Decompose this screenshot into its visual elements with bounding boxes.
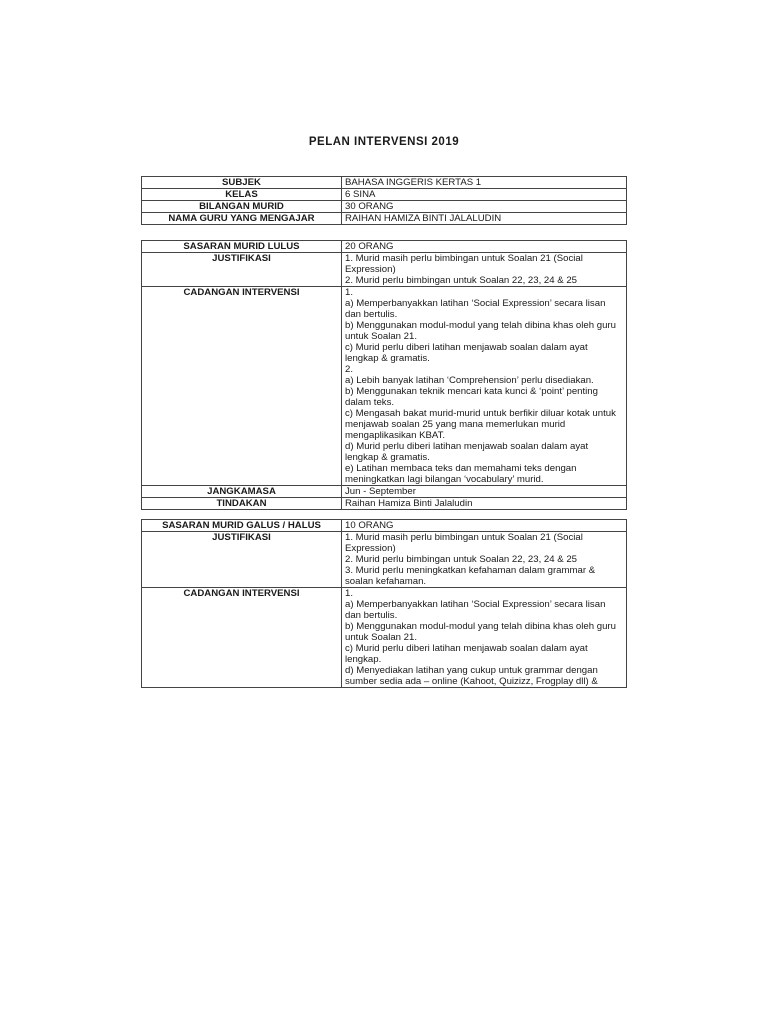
subjek-label: SUBJEK	[142, 177, 342, 189]
justifikasi-label: JUSTIFIKASI	[142, 532, 342, 588]
bilangan-murid-label: BILANGAN MURID	[142, 201, 342, 213]
subjek-value: BAHASA INGGERIS KERTAS 1	[342, 177, 627, 189]
table-row	[142, 532, 627, 588]
cadangan-line: a) Lebih banyak latihan ‘Comprehension’ perlu disediakan.	[345, 375, 594, 386]
page-title: PELAN INTERVENSI 2019	[308, 136, 460, 148]
bilangan-murid-value: 30 ORANG	[342, 201, 627, 213]
cadangan-line: c) Murid perlu diberi latihan menjawab soalan dalam ayat lengkap & gramatis.	[345, 342, 588, 364]
kelas-value: 6 SINA	[342, 189, 627, 201]
cadangan-line: e) Latihan membaca teks dan memahami teks dengan meningkatkan lagi bilangan ‘vocabulary’ murid.	[345, 463, 577, 485]
cadangan-line: 2.	[345, 364, 354, 375]
table-row	[142, 588, 627, 688]
jangkamasa-label: JANGKAMASA	[142, 486, 342, 498]
cadangan-line: d) Murid perlu diberi latihan menjawab soalan dalam ayat lengkap & gramatis.	[345, 441, 589, 463]
sasaran-value: 10 ORANG	[342, 520, 627, 532]
table-row	[142, 498, 627, 510]
table-row	[142, 520, 627, 532]
cadangan-line: c) Murid perlu diberi latihan menjawab soalan dalam ayat lengkap.	[345, 643, 588, 665]
justifikasi-line: 2. Murid perlu bimbingan untuk Soalan 22, 23, 24 & 25	[345, 554, 578, 565]
cadangan-label: CADANGAN INTERVENSI	[142, 588, 342, 688]
cadangan-line: a) Memperbanyakkan latihan ‘Social Expression’ secara lisan dan bertulis.	[345, 599, 606, 621]
table-row	[142, 189, 627, 201]
cadangan-line: c) Mengasah bakat murid-murid untuk berfikir diluar kotak untuk menjawab soalan 25 yang mana memerlukan murid mengaplikasikan KBAT.	[345, 408, 616, 441]
table-row	[142, 201, 627, 213]
justifikasi-line: 1. Murid masih perlu bimbingan untuk Soalan 21 (Social Expression)	[345, 532, 583, 554]
justifikasi-line: 3. Murid perlu meningkatkan kefahaman dalam grammar & soalan kefahaman.	[345, 565, 596, 587]
sasaran-value: 20 ORANG	[342, 241, 627, 253]
intervention-table-lulus	[141, 240, 627, 510]
table-row	[142, 213, 627, 225]
table-row	[142, 287, 627, 486]
cadangan-line: b) Menggunakan modul-modul yang telah dibina khas oleh guru untuk Soalan 21.	[345, 320, 616, 342]
cadangan-line: d) Menyediakan latihan yang cukup untuk grammar dengan sumber sedia ada – online (Kahoot, Quizizz, Frogplay dll) &	[345, 665, 598, 687]
info-table	[141, 176, 627, 225]
justifikasi-value	[342, 532, 627, 588]
cadangan-value	[342, 588, 627, 688]
tindakan-value: Raihan Hamiza Binti Jalaludin	[342, 498, 627, 510]
nama-guru-label: NAMA GURU YANG MENGAJAR	[142, 213, 342, 225]
cadangan-value	[342, 287, 627, 486]
table-row	[142, 177, 627, 189]
tindakan-label: TINDAKAN	[142, 498, 342, 510]
cadangan-line: 1.	[345, 588, 354, 599]
intervention-table-galus	[141, 519, 627, 688]
sasaran-label: SASARAN MURID LULUS	[142, 241, 342, 253]
justifikasi-label: JUSTIFIKASI	[142, 253, 342, 287]
table-row	[142, 486, 627, 498]
cadangan-line: 1.	[345, 287, 354, 298]
kelas-label: KELAS	[142, 189, 342, 201]
sasaran-label: SASARAN MURID GALUS / HALUS	[142, 520, 342, 532]
nama-guru-value: RAIHAN HAMIZA BINTI JALALUDIN	[342, 213, 627, 225]
justifikasi-line: 2. Murid perlu bimbingan untuk Soalan 22, 23, 24 & 25	[345, 275, 578, 286]
cadangan-label: CADANGAN INTERVENSI	[142, 287, 342, 486]
justifikasi-value	[342, 253, 627, 287]
table-row	[142, 253, 627, 287]
justifikasi-line: 1. Murid masih perlu bimbingan untuk Soalan 21 (Social Expression)	[345, 253, 583, 275]
cadangan-line: b) Menggunakan modul-modul yang telah dibina khas oleh guru untuk Soalan 21.	[345, 621, 616, 643]
cadangan-line: a) Memperbanyakkan latihan ‘Social Expression’ secara lisan dan bertulis.	[345, 298, 606, 320]
cadangan-line: b) Menggunakan teknik mencari kata kunci & ‘point’ penting dalam teks.	[345, 386, 598, 408]
jangkamasa-value: Jun - September	[342, 486, 627, 498]
table-row	[142, 241, 627, 253]
